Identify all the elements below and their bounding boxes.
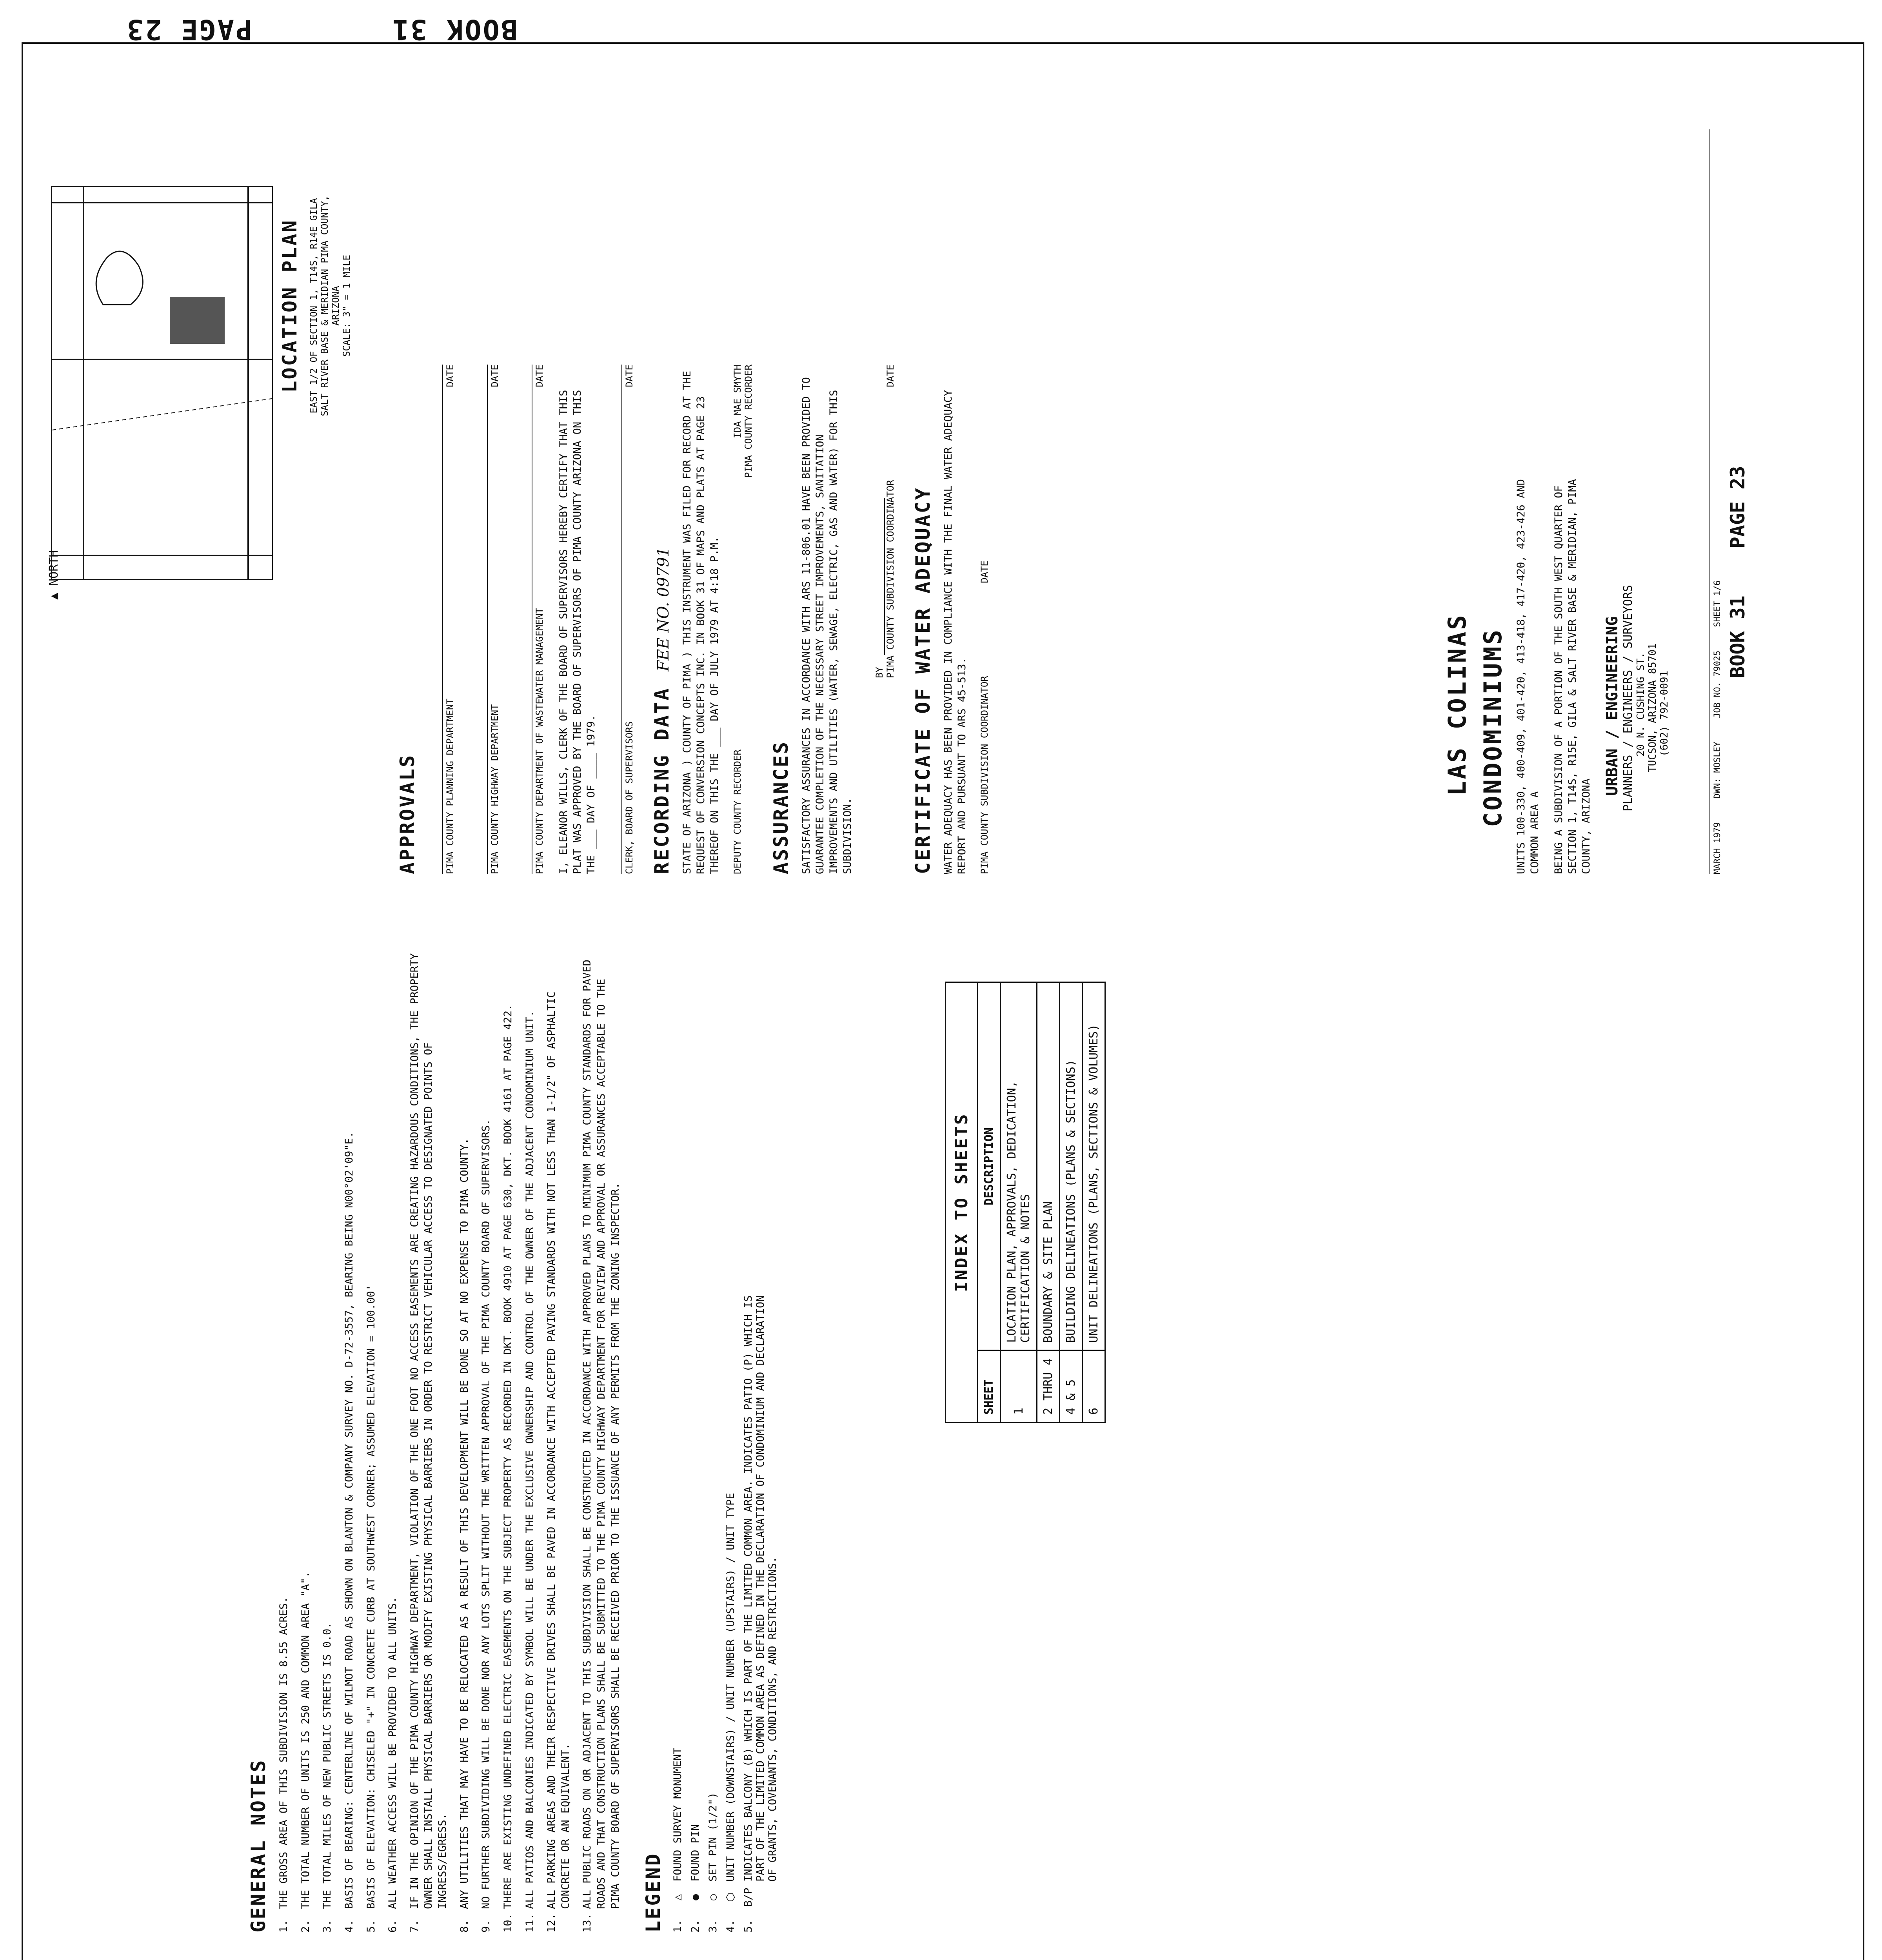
location-plan-map <box>51 186 273 580</box>
project-name-2: CONDOMINIUMS <box>1479 628 1507 827</box>
rotated-content <box>27 51 1847 1960</box>
project-job: JOB NO. 79025 <box>1713 650 1723 718</box>
assurances-date: DATE <box>885 365 896 387</box>
approval-date-1: DATE <box>445 365 456 387</box>
legend-item: 4. ⬡ UNIT NUMBER (DOWNSTAIRS) / UNIT NUMBER (UPSTAIRS) / UNIT TYPE <box>725 1493 737 1933</box>
firm-tagline: PLANNERS / ENGINEERS / SURVEYORS <box>1621 585 1635 811</box>
table-row: 1 LOCATION PLAN, APPROVALS, DEDICATION, CERTIFICATION & NOTES <box>1001 982 1037 1423</box>
recording-text: STATE OF ARIZONA ) COUNTY OF PIMA ) THIS INSTRUMENT WAS FILED FOR RECORD AT THE REQUEST OF CONVERSION CONCEPTS INC. IN BOOK 31 OF MAPS AND PLATS AT PAGE 23 THEREOF ON THIS THE ___ DAY OF JULY 1979 AT 4:18 P.M. <box>681 364 721 874</box>
water-date: DATE <box>979 561 990 583</box>
general-notes-title: GENERAL NOTES <box>247 1759 270 1933</box>
location-scale: SCALE: 3" = 1 MILE <box>341 254 352 357</box>
recording-recorder: IDA MAE SMYTH <box>732 365 743 438</box>
assurances-by: BY <box>874 667 885 678</box>
project-units: UNITS 100-330, 400-409, 401-420, 413-418, 417-420, 423-426 AND COMMON AREA A <box>1515 472 1541 874</box>
approval-date-3: DATE <box>534 365 545 387</box>
approvals-block <box>396 365 990 874</box>
location-caption <box>278 188 352 423</box>
note-item: 5. BASIS OF ELEVATION: CHISELED "+" IN CONCRETE CURB AT SOUTHWEST CORNER; ASSUMED ELEVATION = 100.00' <box>365 1284 377 1933</box>
unit-hexagon-icon: ⬡ <box>725 1893 737 1902</box>
note-item: 7. IF IN THE OPINION OF THE PIMA COUNTY HIGHWAY DEPARTMENT, VIOLATION OF THE ONE FOOT NO ACCESS EASEMENTS ARE CREATING HAZARDOUS CONDITIONS, THE PROPERTY OWNER SHALL INSTALL PHYSICAL BARRIERS OR MODIFY EXISTING PHYSICAL BARRIERS IN ORDER TO RESTRICT VEHICULAR ACCESS TO DESIGNATED POINTS OF INGRESS/EGRESS. <box>408 953 449 1933</box>
location-title: LOCATION PLAN <box>278 219 301 393</box>
note-item: 6. ALL WEATHER ACCESS WILL BE PROVIDED TO ALL UNITS. <box>387 1597 399 1933</box>
project-block <box>1443 129 1749 874</box>
note-item: 13. ALL PUBLIC ROADS ON OR ADJACENT TO THIS SUBDIVISION SHALL BE CONSTRUCTED IN ACCORDANCE WITH APPROVED PLANS TO MINIMUM PIMA COUNTY STANDARDS FOR PAVED ROADS AND THAT CONSTRUCTION PLANS SHALL BE SUBMITTED TO THE PIMA COUNTY HIGHWAY DEPARTMENT FOR REVIEW AND APPROVAL OR ASSURANCES ACCEPTABLE TO THE PIMA COUNTY BOARD OF SUPERVISORS SHALL BE RECEIVED PRIOR TO THE ISSUANCE OF ANY PERMITS FROM THE ZONING INSPECTOR. <box>581 959 621 1933</box>
legend-list <box>672 953 779 1933</box>
firm-phone: (602) 792-0091 <box>1659 670 1671 757</box>
project-drawn: DWN: MOSLEY <box>1713 741 1723 799</box>
firm-name: URBAN / ENGINEERING <box>1603 616 1622 796</box>
note-item: 1. THE GROSS AREA OF THIS SUBDIVISION IS 8.55 ACRES. <box>278 1597 290 1933</box>
assurances-title: ASSURANCES <box>769 740 792 874</box>
stamp-book: BOOK 31 <box>391 13 518 45</box>
approval-highway: PIMA COUNTY HIGHWAY DEPARTMENT <box>489 704 500 874</box>
legend-item: 1. △ FOUND SURVEY MONUMENT <box>672 1748 684 1933</box>
legend-item: 2. ● FOUND PIN <box>689 1824 702 1933</box>
note-item: 4. BASIS OF BEARING: CENTERLINE OF WILMOT ROAD AS SHOWN ON BLANTON & COMPANY SURVEY NO. D-72-3557, BEARING BEING N00°02'09"E. <box>343 1131 355 1933</box>
note-item: 9. NO FURTHER SUBDIVIDING WILL BE DONE NOR ANY LOTS SPLIT WITHOUT THE WRITTEN APPROVAL OF THE PIMA COUNTY BOARD OF SUPERVISORS. <box>480 1119 492 1933</box>
approval-date-4: DATE <box>624 365 635 387</box>
balcony-patio-icon: B/P <box>742 1887 755 1907</box>
index-col-sheet: SHEET <box>978 1350 1001 1423</box>
note-item: 10. THERE ARE EXISTING UNDEFINED ELECTRIC EASEMENTS ON THE SUBJECT PROPERTY AS RECORDED IN DKT. BOOK 4910 AT PAGE 630, DKT. BOOK 4161 AT PAGE 422. <box>501 1004 514 1933</box>
project-desc: BEING A SUBDIVISION OF A PORTION OF THE SOUTH WEST QUARTER OF SECTION 1, T14S, R15E, GILA & SALT RIVER BASE & MERIDIAN, PIMA COUNTY, ARIZONA <box>1553 472 1593 874</box>
assurances-coord: PIMA COUNTY SUBDIVISION COORDINATOR <box>885 480 896 678</box>
water-text: WATER ADEQUACY HAS BEEN PROVIDED IN COMPLIANCE WITH THE FINAL WATER ADEQUACY REPORT AND PURSUANT TO ARS 45-513. <box>942 383 968 874</box>
stamp-page: PAGE 23 <box>125 13 253 45</box>
book-page-footer <box>1726 129 1749 678</box>
middle-column <box>247 953 1101 1933</box>
approval-clerk: CLERK, BOARD OF SUPERVISORS <box>624 721 635 874</box>
footer-book: BOOK 31 <box>1726 595 1749 678</box>
site-marker <box>170 297 225 344</box>
project-name-1: LAS COLINAS <box>1443 613 1471 796</box>
found-pin-icon: ● <box>689 1894 702 1901</box>
north-label: NORTH <box>47 550 61 586</box>
assurances-signature <box>865 498 885 655</box>
assurances-text: SATISFACTORY ASSURANCES IN ACCORDANCE WITH ARS 11-806.01 HAVE BEEN PROVIDED TO GUARANTEE COMPLETION OF THE NECESSARY STREET IMPROVEMENTS, SANITATION IMPROVEMENTS AND UTILITIES (WATER, SEWAGE, ELECTRIC, GAS AND WATER) FOR THIS SUBDIVISION. <box>800 370 854 874</box>
recording-title: RECORDING DATA <box>650 687 674 874</box>
note-item: 12. ALL PARKING AREAS AND THEIR RESPECTIVE DRIVES SHALL BE PAVED IN ACCORDANCE WITH ACCEPTED PAVING STANDARDS WITH NOT LESS THAN 1-1/2" OF ASPHALTIC CONCRETE OR AN EQUIVALENT. <box>545 991 572 1933</box>
location-map-svg <box>52 187 272 579</box>
index-title: INDEX TO SHEETS <box>945 982 977 1423</box>
note-item: 2. THE TOTAL NUMBER OF UNITS IS 250 AND COMMON AREA "A". <box>299 1571 312 1933</box>
table-row: 6 UNIT DELINEATIONS (PLANS, SECTIONS & VOLUMES) <box>1083 982 1105 1423</box>
note-item: 8. ANY UTILITIES THAT MAY HAVE TO BE RELOCATED AS A RESULT OF THIS DEVELOPMENT WILL BE DONE SO AT NO EXPENSE TO PIMA COUNTY. <box>458 1138 470 1933</box>
approval-date-2: DATE <box>489 365 500 387</box>
location-desc: EAST 1/2 OF SECTION 1, T14S, R14E GILA SALT RIVER BASE & MERIDIAN PIMA COUNTY, ARIZONA <box>308 195 341 416</box>
index-table <box>977 982 1106 1423</box>
index-col-description: DESCRIPTION <box>978 982 1001 1350</box>
set-pin-icon: ○ <box>707 1894 719 1901</box>
water-coord: PIMA COUNTY SUBDIVISION COORDINATOR <box>979 676 990 874</box>
project-sheet: SHEET 1/6 <box>1713 580 1723 627</box>
approval-wastewater: PIMA COUNTY DEPARTMENT OF WASTEWATER MANAGEMENT <box>534 608 545 874</box>
general-notes-list <box>277 953 622 1933</box>
recording-recorder-title: PIMA COUNTY RECORDER <box>743 365 754 478</box>
note-item: 3. THE TOTAL MILES OF NEW PUBLIC STREETS IS 0.0. <box>321 1622 334 1933</box>
recording-deputy: DEPUTY COUNTY RECORDER <box>732 750 743 874</box>
legend-item: 5. B/P INDICATES BALCONY (B) WHICH IS PART OF THE LIMITED COMMON AREA. INDICATES PATIO (P) WHICH IS PART OF THE LIMITED COMMON AREA AS DEFINED IN THE DECLARATION OF CONDOMINIUM AND DECLARATION OF GRANTS, COVENANTS, CONDITIONS, AND RESTRICTIONS. <box>742 1295 779 1933</box>
recording-fee: FEE NO. 09791 <box>654 547 673 671</box>
water-title: CERTIFICATE OF WATER ADEQUACY <box>911 486 934 874</box>
approvals-title: APPROVALS <box>396 754 419 874</box>
north-arrow-icon: ▲ NORTH <box>47 550 61 600</box>
note-item: 11. ALL PATIOS AND BALCONIES INDICATED BY SYMBOL WILL BE UNDER THE EXCLUSIVE OWNERSHIP AND CONTROL OF THE OWNER OF THE ADJACENT CONDOMINIUM UNIT. <box>523 1010 536 1933</box>
footer-page: PAGE 23 <box>1726 466 1749 549</box>
approval-board: I, ELEANOR WILLS, CLERK OF THE BOARD OF SUPERVISORS HEREBY CERTIFY THAT THIS PLAT WAS APPROVED BY THE BOARD OF SUPERVISORS OF PIMA COUNTY ARIZONA ON THIS THE ___ DAY OF ____ 1979. <box>558 383 598 874</box>
approval-planning: PIMA COUNTY PLANNING DEPARTMENT <box>445 699 456 874</box>
firm-address-2: TUCSON, ARIZONA 85701 <box>1647 643 1659 772</box>
project-date: MARCH 1979 <box>1713 822 1723 874</box>
index-to-sheets <box>945 982 1106 1423</box>
title-block-row <box>1709 129 1722 874</box>
table-row: 4 & 5 BUILDING DELINEATIONS (PLANS & SECTIONS) <box>1060 982 1083 1423</box>
legend-title: LEGEND <box>642 1852 665 1933</box>
survey-monument-icon: △ <box>672 1894 684 1901</box>
table-row: 2 THRU 4 BOUNDARY & SITE PLAN <box>1037 982 1060 1423</box>
legend-item: 3. ○ SET PIN (1/2") <box>707 1792 719 1933</box>
firm-address-1: 20 N. CUSHING ST. <box>1635 652 1647 757</box>
